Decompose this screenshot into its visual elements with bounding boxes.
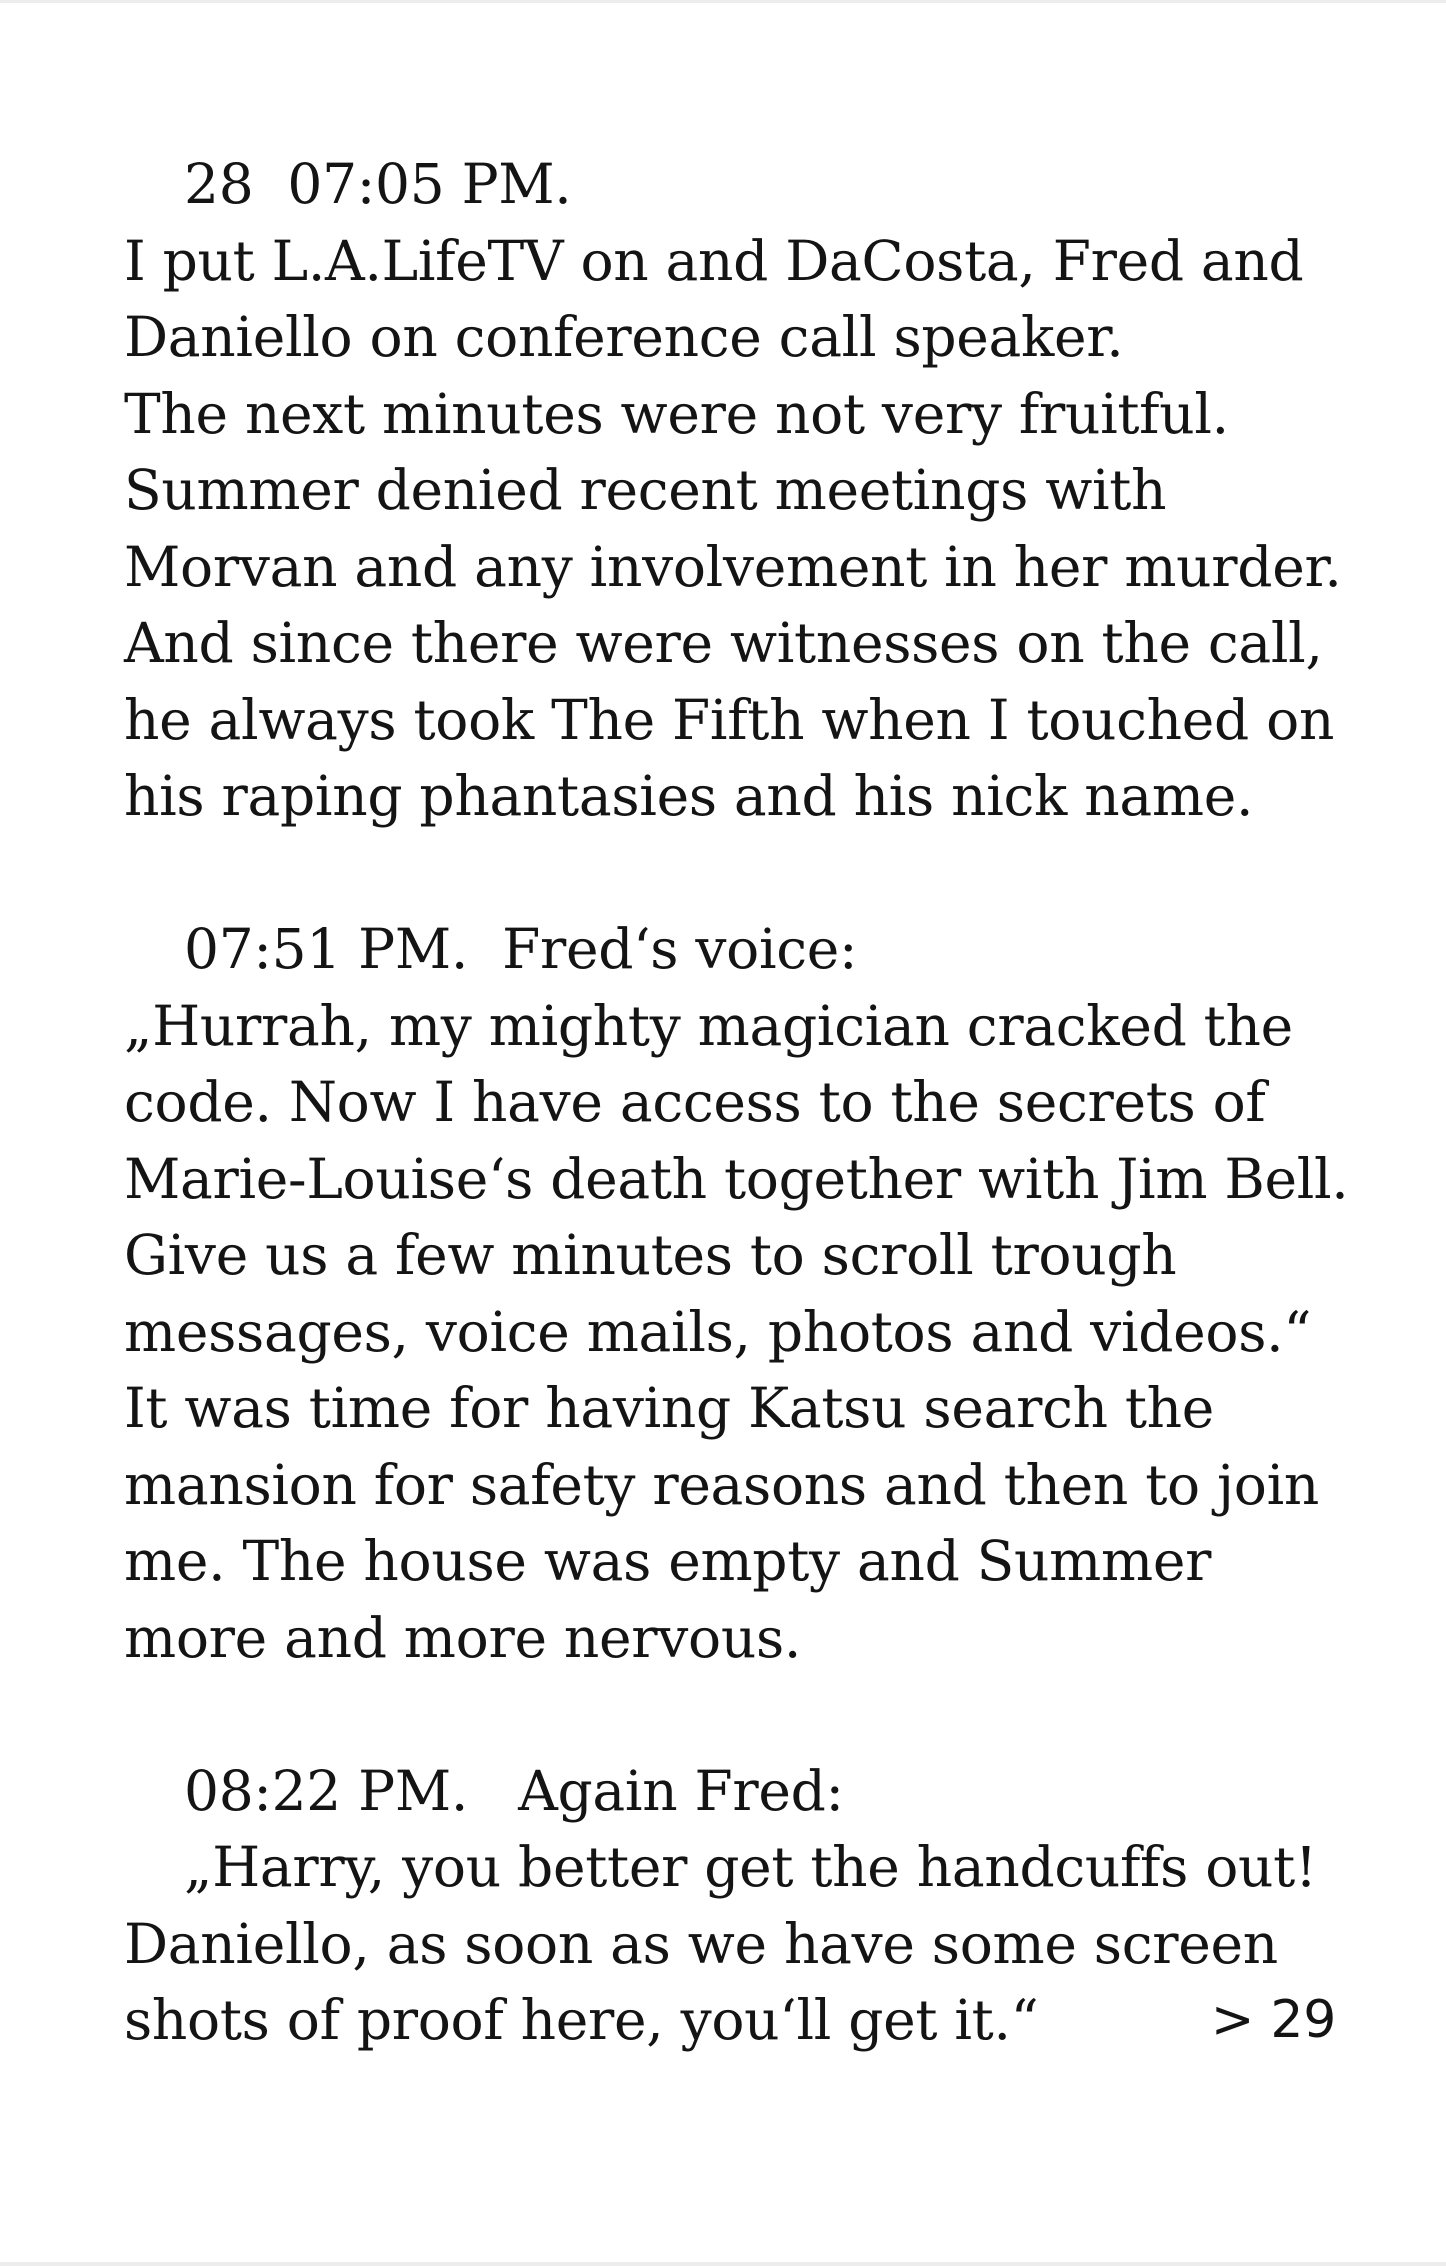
text-line: Summer denied recent meetings with: [124, 458, 1167, 522]
text-line: messages, voice mails, photos and videos.“: [124, 1299, 1312, 1364]
bottom-border: [0, 2262, 1446, 2266]
text-line: he always took The Fifth when I touched on: [124, 687, 1335, 752]
paragraph-gap: [124, 1676, 1324, 1753]
continue-page-marker: > 29: [1210, 1990, 1336, 2050]
text-line: I put L.A.LifeTV on and DaCosta, Fred and: [124, 228, 1304, 293]
day-number: 28: [184, 152, 254, 216]
text-line: me. The house was empty and Summer: [124, 1529, 1212, 1593]
text-line: It was time for having Katsu search the: [124, 1376, 1215, 1440]
last-line: [124, 1982, 1336, 2059]
text-line: Morvan and any involvement in her murder.: [124, 534, 1342, 599]
entry-header: [124, 911, 1324, 988]
text-line: his raping phantasies and his nick name.: [124, 764, 1254, 828]
text-line: „Harry, you better get the handcuffs out!: [184, 1835, 1317, 1899]
text-line: Daniello on conference call speaker.: [124, 305, 1124, 369]
timestamp: 07:51 PM.: [184, 917, 469, 981]
text-line: Daniello, as soon as we have some screen: [124, 1911, 1278, 1976]
text-line: more and more nervous.: [124, 1605, 802, 1670]
top-border: [0, 0, 1446, 3]
entry-header: [124, 1753, 1324, 1830]
speaker: Again Fred:: [518, 1758, 844, 1823]
timestamp: 07:05 PM.: [287, 152, 572, 216]
text-line: The next minutes were not very fruitful.: [124, 381, 1229, 446]
text-line: Marie-Louise‘s death together with Jim Bell.: [124, 1146, 1349, 1211]
text-line: Give us a few minutes to scroll trough: [124, 1223, 1177, 1287]
timestamp: 08:22 PM.: [184, 1758, 469, 1823]
paragraph-gap: [124, 835, 1324, 912]
entry-header: [124, 146, 1324, 223]
text-line: mansion for safety reasons and then to join: [124, 1452, 1319, 1517]
speaker: Fred‘s voice:: [502, 917, 858, 981]
text-line: shots of proof here, you‘ll get it.“: [124, 1988, 1039, 2052]
book-page: [124, 146, 1349, 2059]
text-line: And since there were witnesses on the call,: [124, 611, 1323, 675]
text-line: code. Now I have access to the secrets of: [124, 1070, 1266, 1134]
text-line: „Hurrah, my mighty magician cracked the: [124, 993, 1293, 1058]
